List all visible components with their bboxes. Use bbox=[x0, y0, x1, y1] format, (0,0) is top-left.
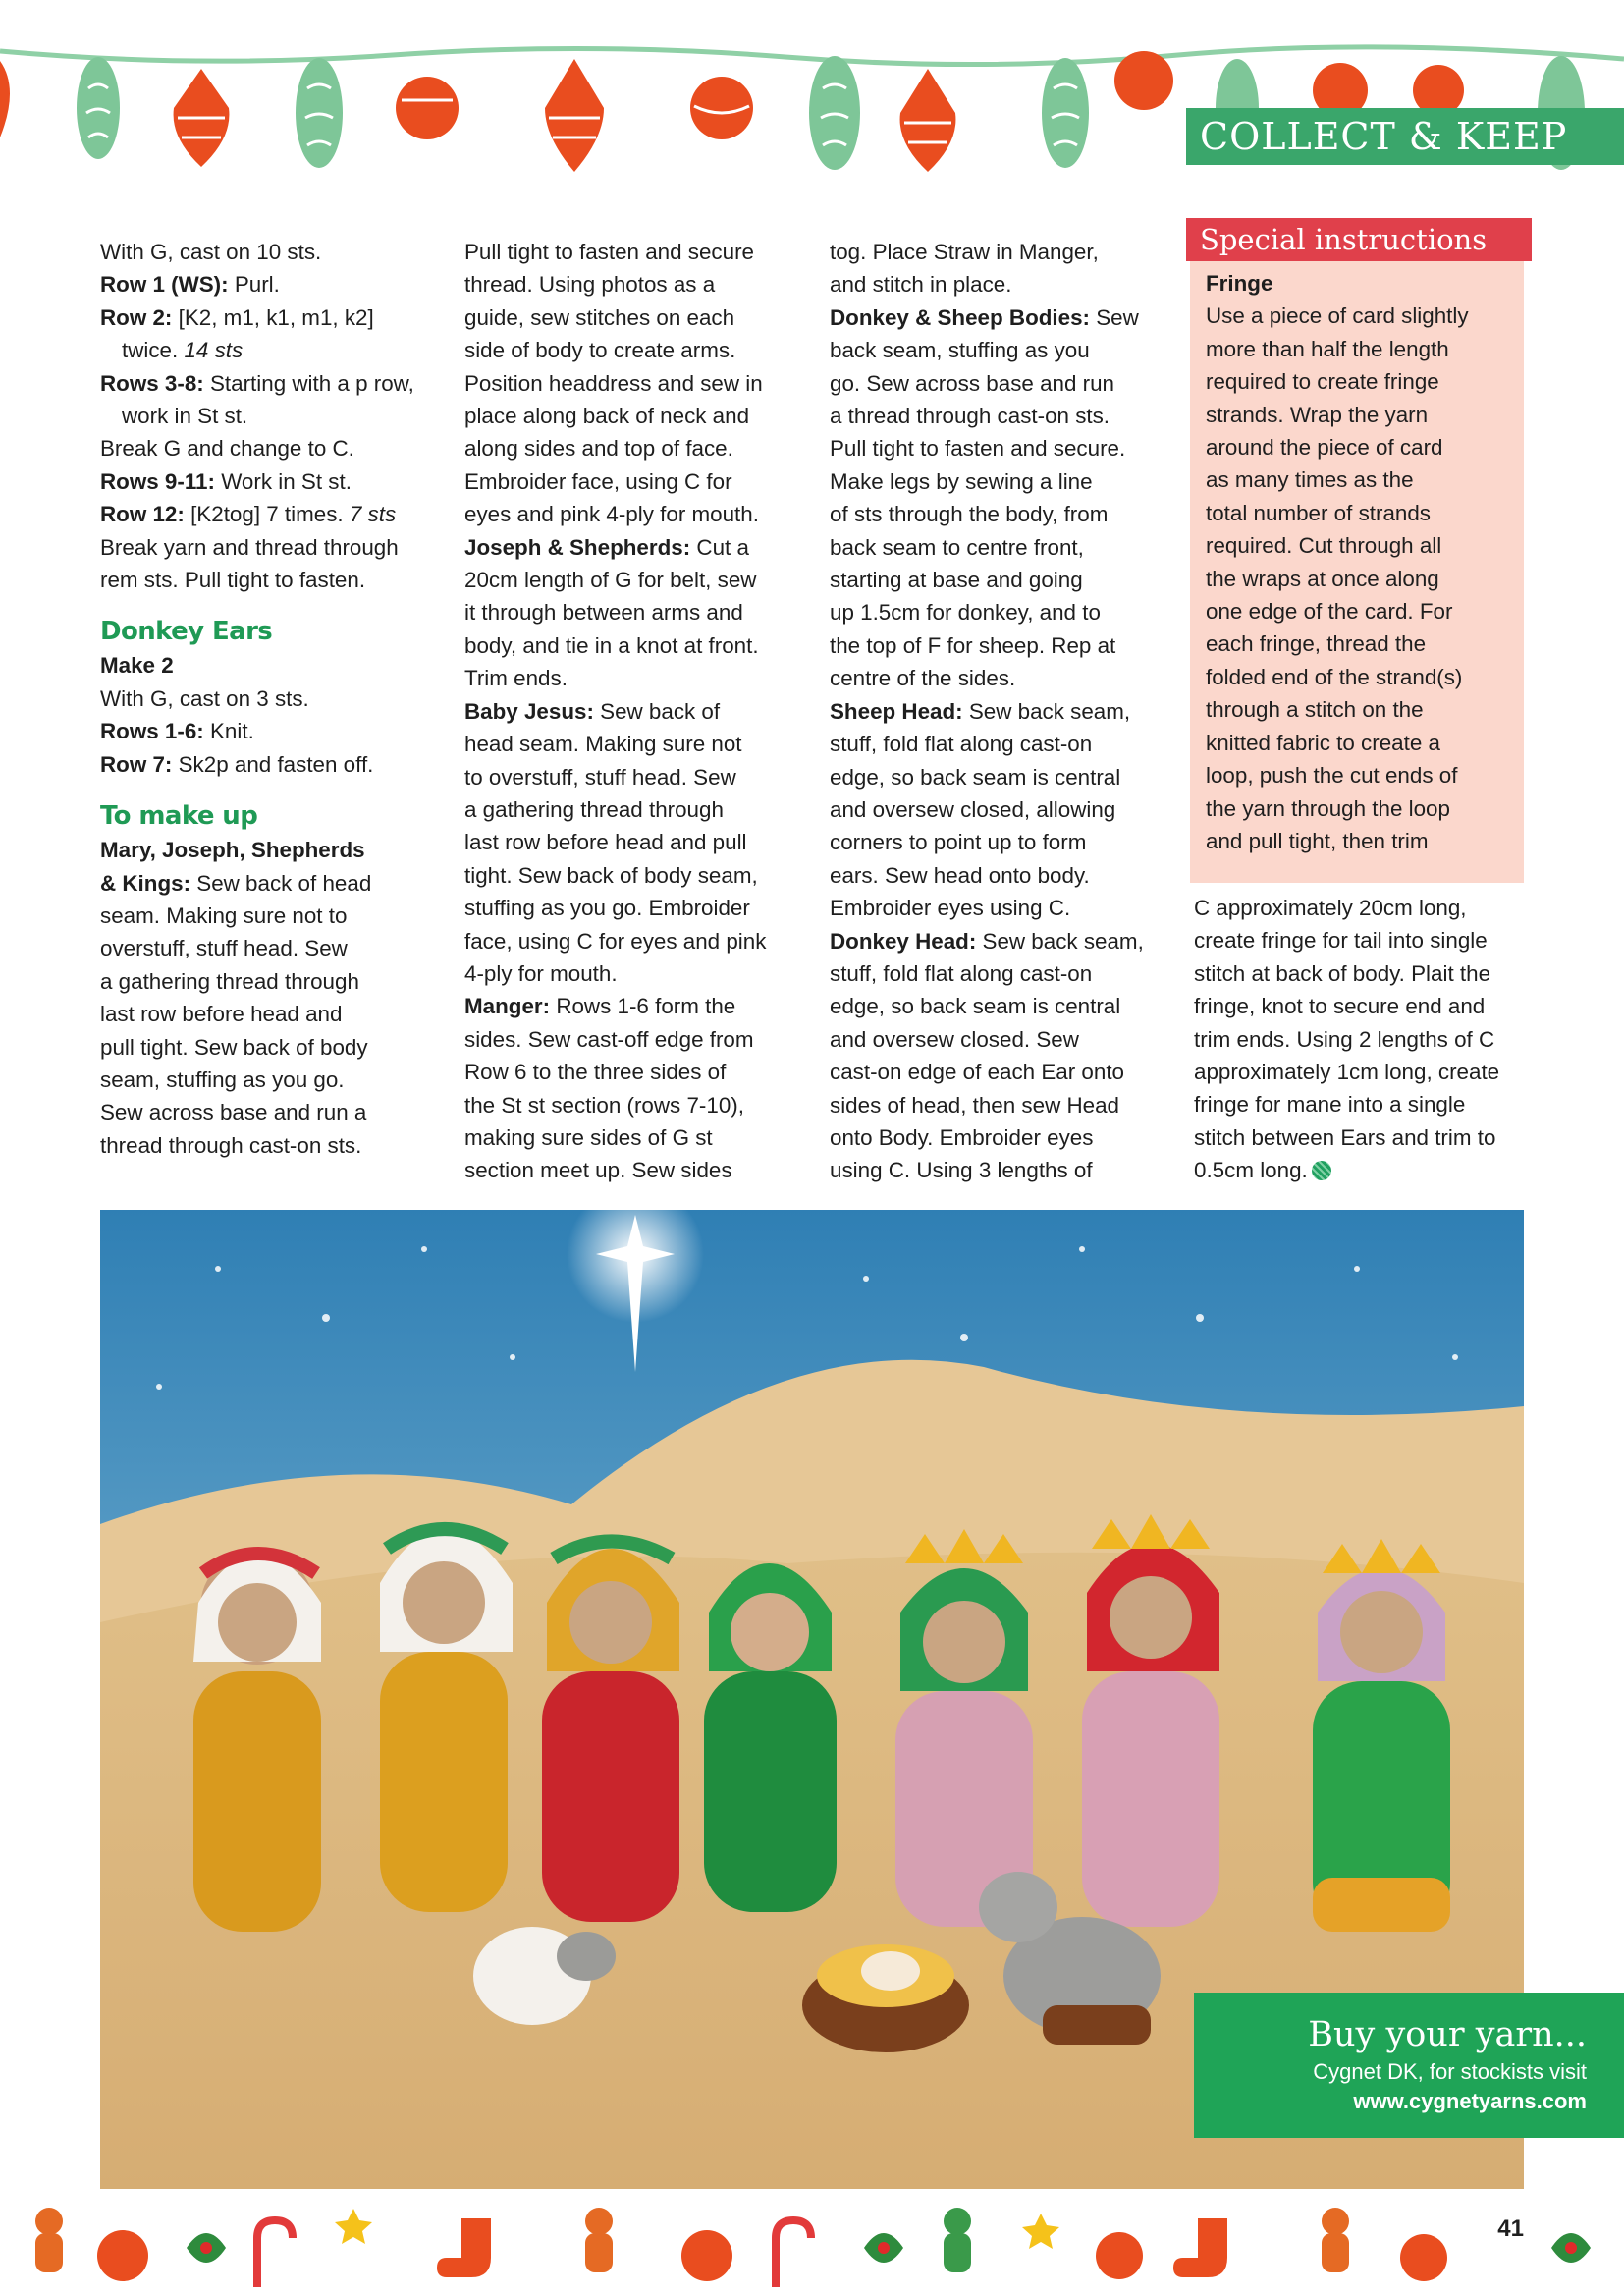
holly-icon bbox=[187, 2233, 226, 2263]
text-line: Embroider face, using C for bbox=[464, 468, 732, 494]
knitted-figure-shepherd-2 bbox=[380, 1529, 513, 1912]
section-heading-donkey-ears: Donkey Ears bbox=[100, 617, 273, 647]
text-line: last row before head and pull bbox=[464, 830, 747, 855]
bauble-icon bbox=[545, 59, 604, 172]
page-number: 41 bbox=[1497, 2215, 1524, 2242]
text-line: cast-on edge of each Ear onto bbox=[830, 1060, 1124, 1085]
text-line: With G, cast on 10 sts. bbox=[100, 240, 322, 264]
text-line: the St st section (rows 7-10), bbox=[464, 1092, 744, 1118]
text-line: folded end of the strand(s) bbox=[1206, 664, 1463, 689]
text-line: Break G and change to C. bbox=[100, 436, 354, 462]
text-line: using C. Using 3 lengths of bbox=[830, 1158, 1093, 1183]
text-line: trim ends. Using 2 lengths of C bbox=[1194, 1026, 1495, 1052]
text-line: sides. Sew cast-off edge from bbox=[464, 1026, 754, 1052]
column-3 bbox=[830, 236, 1178, 1187]
text-line: 4-ply for mouth. bbox=[464, 960, 618, 986]
text-line: the top of F for sheep. Rep at bbox=[830, 632, 1116, 658]
pattern-row: Row 12: [K2tog] 7 times. 7 sts bbox=[100, 502, 397, 527]
candy-cane-icon bbox=[257, 2220, 293, 2287]
bauble-icon bbox=[1400, 2234, 1447, 2281]
text-line: each fringe, thread the bbox=[1206, 631, 1427, 657]
text-line: 20cm length of G for belt, sew bbox=[464, 568, 757, 593]
text-line: seam. Making sure not to bbox=[100, 902, 348, 928]
text-line: strands. Wrap the yarn bbox=[1206, 402, 1429, 427]
text-line: overstuff, stuff head. Sew bbox=[100, 936, 348, 961]
special-instructions-heading: Special instructions bbox=[1186, 218, 1532, 261]
text-line: With G, cast on 3 sts. bbox=[100, 685, 309, 711]
bauble-icon bbox=[809, 56, 860, 170]
text-line: a gathering thread through bbox=[464, 796, 724, 822]
subheading: Make 2 bbox=[100, 653, 174, 679]
knitted-figure-joseph bbox=[542, 1542, 679, 1923]
text-line: pull tight. Sew back of body bbox=[100, 1034, 368, 1060]
text-line: Break yarn and thread through bbox=[100, 534, 399, 560]
text-line: stuffing as you go. Embroider bbox=[464, 896, 750, 921]
text-line: centre of the sides. bbox=[830, 666, 1016, 691]
gingerbread-icon bbox=[944, 2208, 971, 2272]
gingerbread-icon bbox=[35, 2208, 63, 2272]
text-line: and stitch in place. bbox=[830, 272, 1012, 298]
text-line: up 1.5cm for donkey, and to bbox=[830, 600, 1101, 626]
bauble-icon bbox=[900, 69, 956, 172]
text-line: Pull tight to fasten and secure bbox=[464, 240, 754, 264]
text-line: it through between arms and bbox=[464, 600, 743, 626]
text-line: side of body to create arms. bbox=[464, 338, 736, 363]
text-line: face, using C for eyes and pink bbox=[464, 928, 767, 954]
buy-url-link[interactable]: www.cygnetyarns.com bbox=[1353, 2089, 1587, 2113]
text-line: back seam to centre front, bbox=[830, 534, 1084, 560]
text-line: Joseph & Shepherds: Cut a bbox=[464, 534, 749, 560]
holly-icon bbox=[864, 2233, 903, 2263]
buy-text: Cygnet DK, for stockists visit bbox=[1313, 2059, 1587, 2084]
christmas-footer-pattern bbox=[0, 2189, 1624, 2296]
text-line: required to create fringe bbox=[1206, 369, 1439, 395]
text-line: fringe, knot to secure end and bbox=[1194, 994, 1486, 1019]
text-line: and oversew closed, allowing bbox=[830, 796, 1116, 822]
text-line: edge, so back seam is central bbox=[830, 994, 1121, 1019]
text-line: corners to point up to form bbox=[830, 830, 1087, 855]
subheading: Fringe bbox=[1206, 271, 1273, 296]
text-line: more than half the length bbox=[1206, 336, 1449, 361]
text-line: thread. Using photos as a bbox=[464, 272, 716, 298]
text-line: Sew across base and run a bbox=[100, 1100, 367, 1125]
text-line: knitted fabric to create a bbox=[1206, 730, 1440, 755]
text-line: back seam, stuffing as you bbox=[830, 338, 1090, 363]
text-line: work in St st. bbox=[122, 404, 248, 429]
buy-title: Buy your yarn... bbox=[1308, 2015, 1587, 2054]
text-line: Donkey & Sheep Bodies: Sew bbox=[830, 304, 1139, 330]
text-line: starting at base and going bbox=[830, 568, 1083, 593]
column-1 bbox=[100, 236, 449, 1162]
gingerbread-icon bbox=[585, 2208, 613, 2272]
holly-icon bbox=[1551, 2233, 1591, 2263]
text-line: stuff, fold flat along cast-on bbox=[830, 960, 1093, 986]
text-line: the wraps at once along bbox=[1206, 566, 1439, 591]
text-line: & Kings: Sew back of head bbox=[100, 870, 372, 896]
text-line: tog. Place Straw in Manger, bbox=[830, 240, 1099, 264]
text-line: and pull tight, then trim bbox=[1206, 828, 1429, 853]
text-line: fringe for mane into a single bbox=[1194, 1092, 1466, 1118]
knitted-figure-king-3 bbox=[1313, 1539, 1450, 1932]
text-line: edge, so back seam is central bbox=[830, 764, 1121, 790]
bauble-icon bbox=[1096, 2232, 1143, 2279]
text-line: Row 6 to the three sides of bbox=[464, 1060, 727, 1085]
knitted-manger bbox=[802, 1944, 969, 2052]
text-line: section meet up. Sew sides bbox=[464, 1158, 732, 1183]
text-line: a gathering thread through bbox=[100, 968, 359, 994]
pattern-row: Rows 9-11: Work in St st. bbox=[100, 468, 352, 494]
text-line: 0.5cm long. bbox=[1194, 1154, 1536, 1186]
text-line: along sides and top of face. bbox=[464, 436, 733, 462]
text-line: the yarn through the loop bbox=[1206, 795, 1450, 821]
knitted-figure-mary bbox=[704, 1563, 837, 1912]
bauble-icon bbox=[1042, 58, 1089, 168]
yarn-ball-icon bbox=[1312, 1161, 1331, 1180]
bauble-icon bbox=[1114, 51, 1173, 110]
text-line: C approximately 20cm long, bbox=[1194, 896, 1467, 920]
text-line: body, and tie in a knot at front. bbox=[464, 632, 759, 658]
text-line: twice. 14 sts bbox=[122, 338, 244, 363]
text-line: guide, sew stitches on each bbox=[464, 304, 735, 330]
text-line: seam, stuffing as you go. bbox=[100, 1066, 345, 1092]
text-line: Donkey Head: Sew back seam, bbox=[830, 928, 1144, 954]
bauble-icon bbox=[396, 77, 459, 139]
bauble-icon bbox=[296, 58, 343, 168]
text-line: Make legs by sewing a line bbox=[830, 468, 1093, 494]
pattern-row: Rows 1-6: Knit. bbox=[100, 719, 254, 744]
text-line: go. Sew across base and run bbox=[830, 370, 1115, 396]
text-line: tight. Sew back of body seam, bbox=[464, 862, 758, 888]
text-line: of sts through the body, from bbox=[830, 502, 1109, 527]
pattern-row: Row 1 (WS): Purl. bbox=[100, 272, 280, 298]
text-line: onto Body. Embroider eyes bbox=[830, 1124, 1094, 1150]
collect-and-keep-tab: COLLECT & KEEP bbox=[1186, 108, 1624, 165]
buy-your-yarn-box bbox=[1194, 1993, 1624, 2138]
knitted-figure-king-2 bbox=[1082, 1514, 1219, 1927]
text-line: Embroider eyes using C. bbox=[830, 896, 1071, 921]
text-line: required. Cut through all bbox=[1206, 533, 1442, 559]
text-line: last row before head and bbox=[100, 1002, 343, 1027]
pattern-row: Row 7: Sk2p and fasten off. bbox=[100, 751, 374, 777]
text-line: stitch at back of body. Plait the bbox=[1194, 960, 1491, 986]
gingerbread-icon bbox=[1322, 2208, 1349, 2272]
text-line: Trim ends. bbox=[464, 666, 568, 691]
column-4 bbox=[1194, 892, 1536, 1187]
text-line: thread through cast-on sts. bbox=[100, 1132, 362, 1158]
text-line: total number of strands bbox=[1206, 500, 1432, 525]
bauble-icon bbox=[174, 69, 230, 167]
column-2 bbox=[464, 236, 813, 1187]
pattern-row: Rows 3-8: Starting with a p row, bbox=[100, 370, 414, 396]
text-line: ears. Sew head onto body. bbox=[830, 862, 1090, 888]
text-line: approximately 1cm long, create bbox=[1194, 1060, 1500, 1085]
text-line: rem sts. Pull tight to fasten. bbox=[100, 568, 366, 593]
bauble-icon bbox=[97, 2230, 148, 2281]
text-line: eyes and pink 4-ply for mouth. bbox=[464, 502, 759, 527]
text-line: sides of head, then sew Head bbox=[830, 1092, 1120, 1118]
candy-cane-icon bbox=[776, 2220, 811, 2287]
text-line: one edge of the card. For bbox=[1206, 599, 1453, 625]
bauble-icon bbox=[77, 57, 120, 159]
text-line: stitch between Ears and trim to bbox=[1194, 1124, 1496, 1150]
text-line: around the piece of card bbox=[1206, 435, 1443, 461]
text-line: as many times as the bbox=[1206, 467, 1414, 493]
text-line: and oversew closed. Sew bbox=[830, 1026, 1079, 1052]
bauble-icon bbox=[681, 2230, 732, 2281]
special-instructions-box bbox=[1190, 261, 1524, 883]
text-line: Baby Jesus: Sew back of bbox=[464, 698, 721, 724]
stocking-icon bbox=[437, 2218, 491, 2277]
star-icon bbox=[1022, 2214, 1059, 2249]
text-line: Manger: Rows 1-6 form the bbox=[464, 994, 736, 1019]
text-line: stuff, fold flat along cast-on bbox=[830, 732, 1093, 757]
knitted-figure-shepherd-1 bbox=[193, 1551, 321, 1932]
text-line: making sure sides of G st bbox=[464, 1124, 713, 1150]
text-line: a thread through cast-on sts. bbox=[830, 404, 1110, 429]
stocking-icon bbox=[1173, 2218, 1227, 2277]
bauble-icon bbox=[690, 77, 753, 139]
text-line: to overstuff, stuff head. Sew bbox=[464, 764, 736, 790]
text-line: head seam. Making sure not bbox=[464, 732, 742, 757]
bauble-icon bbox=[0, 61, 10, 137]
text-line: Position headdress and sew in bbox=[464, 370, 763, 396]
subheading: Mary, Joseph, Shepherds bbox=[100, 838, 365, 863]
text-line: Use a piece of card slightly bbox=[1206, 303, 1469, 329]
pattern-row: Row 2: [K2, m1, k1, m1, k2] bbox=[100, 304, 374, 330]
star-icon bbox=[335, 2209, 372, 2244]
text-line: through a stitch on the bbox=[1206, 697, 1424, 723]
text-line: create fringe for tail into single bbox=[1194, 928, 1488, 954]
text-line: place along back of neck and bbox=[464, 404, 750, 429]
text-line: loop, push the cut ends of bbox=[1206, 763, 1458, 789]
text-line: Sheep Head: Sew back seam, bbox=[830, 698, 1131, 724]
text-line: Pull tight to fasten and secure. bbox=[830, 436, 1126, 462]
section-heading-to-make-up: To make up bbox=[100, 801, 258, 832]
